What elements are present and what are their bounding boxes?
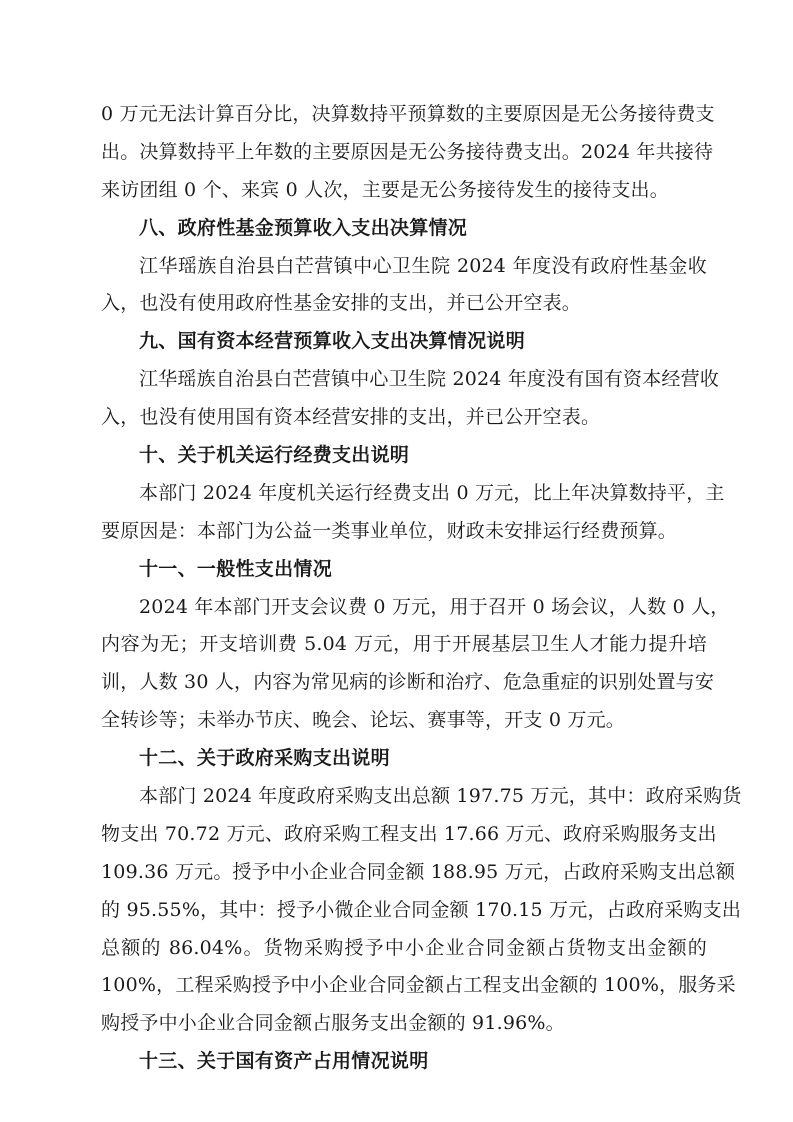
section-heading-8: 八、政府性基金预算收入支出决算情况 — [139, 216, 468, 239]
paragraph-line: 训，人数 30 人，内容为常见病的诊断和治疗、危急重症的识别处置与安 — [101, 671, 715, 694]
section-10-paragraph — [101, 475, 725, 551]
paragraph-line: 来访团组 0 个、来宾 0 人次，主要是无公务接待发生的接待支出。 — [101, 178, 669, 201]
intro-paragraph — [101, 96, 715, 210]
document-body — [101, 96, 742, 1081]
section-heading-10: 十、关于机关运行经费支出说明 — [139, 444, 410, 467]
paragraph-line: 109.36 万元。授予中小企业合同金额 188.95 万元，占政府采购支出总额 — [101, 860, 736, 883]
paragraph-line: 要原因是：本部门为公益一类事业单位，财政未安排运行经费预算。 — [101, 519, 678, 542]
paragraph-line: 0 万元无法计算百分比，决算数持平预算数的主要原因是无公务接待费支 — [101, 103, 715, 125]
paragraph-line: 的 95.55%，其中：授予小微企业合同金额 170.15 万元，占政府采购支出 — [101, 898, 742, 921]
paragraph-line: 2024 年本部门开支会议费 0 万元，用于召开 0 场会议，人数 0 人， — [139, 595, 730, 618]
paragraph-line: 出。决算数持平上年数的主要原因是无公务接待费支出。2024 年共接待 — [101, 140, 714, 163]
paragraph-line: 购授予中小企业合同金额占服务支出金额的 91.96%。 — [101, 1012, 565, 1035]
section-heading-13: 十三、关于国有资产占用情况说明 — [139, 1050, 429, 1073]
paragraph-line: 总额的 86.04%。货物采购授予中小企业合同金额占货物支出金额的 — [101, 936, 707, 959]
section-heading-9: 九、国有资本经营预算收入支出决算情况说明 — [139, 330, 526, 353]
paragraph-line: 本部门 2024 年度机关运行经费支出 0 万元，比上年决算数持平，主 — [139, 481, 725, 504]
section-9-paragraph — [101, 361, 720, 437]
paragraph-line: 江华瑶族自治县白芒营镇中心卫生院 2024 年度没有国有资本经营收 — [139, 368, 720, 391]
section-8-paragraph — [101, 248, 707, 324]
paragraph-line: 江华瑶族自治县白芒营镇中心卫生院 2024 年度没有政府性基金收 — [139, 254, 707, 277]
paragraph-line: 入，也没有使用政府性基金安排的支出，并已公开空表。 — [101, 292, 582, 315]
paragraph-line: 物支出 70.72 万元、政府采购工程支出 17.66 万元、政府采购服务支出 — [101, 822, 717, 845]
paragraph-line: 内容为无；开支培训费 5.04 万元，用于开展基层卫生人才能力提升培 — [101, 633, 707, 656]
section-12-paragraph — [101, 778, 742, 1043]
paragraph-line: 全转诊等；未举办节庆、晚会、论坛、赛事等，开支 0 万元。 — [101, 709, 625, 732]
section-heading-11: 十一、一般性支出情况 — [139, 557, 333, 580]
paragraph-line: 入，也没有使用国有资本经营安排的支出，并已公开空表。 — [101, 406, 601, 429]
paragraph-line: 100%，工程采购授予中小企业合同金额占工程支出金额的 100%，服务采 — [101, 974, 736, 997]
section-11-paragraph — [101, 589, 730, 741]
section-heading-12: 十二、关于政府采购支出说明 — [139, 747, 390, 770]
paragraph-line: 本部门 2024 年度政府采购支出总额 197.75 万元，其中：政府采购货 — [139, 785, 742, 808]
